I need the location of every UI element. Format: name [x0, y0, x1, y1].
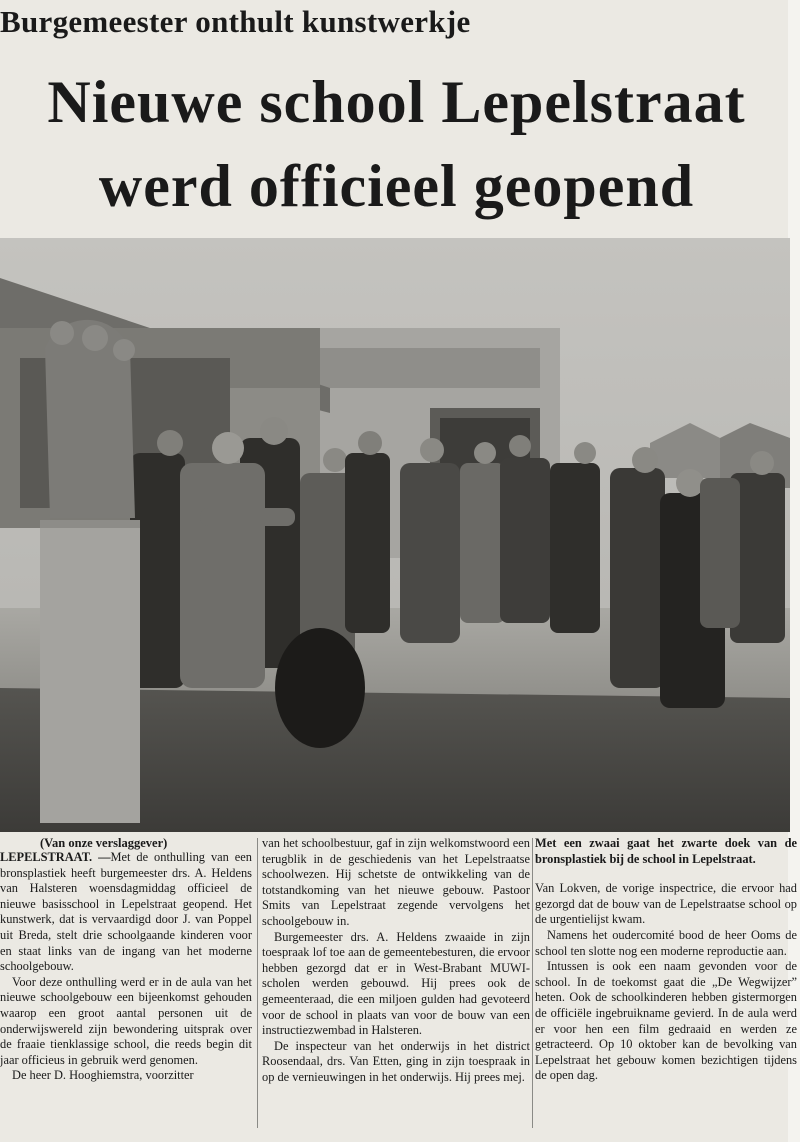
news-photo — [0, 238, 790, 832]
column-3-paragraph-1: Van Lokven, de vorige inspectrice, die ervoor had gezorgd dat de bouw van de Lepelstraatse school op de urgentielijst kwam. — [535, 881, 797, 927]
column-1-text-1: Met de onthulling van een bronsplastiek heeft burgemeester drs. A. Heldens van Halsteren woensdagmiddag officieel de nieuwe basisschool in Lepelstraat geopend. Het kunstwerk, dat is vervaardigd door J. van Poppel uit Breda, stelt drie schoolgaande kinderen voor en staat links van de ingang van het moderne schoolgebouw. — [0, 850, 252, 974]
article-column-3 — [535, 836, 797, 1084]
black-cloth — [275, 628, 365, 748]
column-1-paragraph-2: Voor deze onthulling werd er in de aula van het nieuwe schoolgebouw een bijeenkomst gehouden waarop een groot aantal personen uit de onderwijswereld zijn bewondering uitsprak over de fraaie tienklassige school, die reeds begin dit jaar officieus in gebruik werd genomen. — [0, 974, 252, 1067]
byline: (Van onze verslaggever) — [40, 836, 168, 850]
bronze-sculpture — [40, 320, 140, 823]
photo-caption: Met een zwaai gaat het zwarte doek van de bronsplastiek bij de school in Lepelstraat. — [535, 836, 797, 866]
column-1-paragraph-3: De heer D. Hooghiemstra, voorzitter — [12, 1068, 194, 1083]
dateline: LEPELSTRAAT. — — [0, 850, 111, 864]
column-divider-2 — [532, 838, 533, 1128]
column-2-paragraph-2: Burgemeester drs. A. Heldens zwaaide in zijn toespraak lof toe aan de gemeentebesturen, die ervoor hebben gezorgd dat er in West-Brabant MUWI-scholen werden gebouwd. Hij prees ook de gemeenteraad, die een miljoen gulden had gevoteerd voor de school in plaats van voor de bouw van een instructiezwembad in Halsteren. — [262, 929, 530, 1038]
column-3-paragraph-3: Intussen is ook een naam gevonden voor de school. In de toekomst gaat die „De Wegwijzer” heten. Ook de schoolkinderen hebben gistermorgen de officiële ingebruikname gevierd. In de aula werd er voor hen een film gedraaid en werden ze getracteerd. Op 10 oktober kan de bevolking van Lepelstraat het gebouw komen bezichtigen tijdens de open dag. — [535, 959, 797, 1083]
article-column-2 — [262, 836, 530, 1086]
column-divider-1 — [257, 838, 258, 1128]
column-2-paragraph-1: van het schoolbestuur, gaf in zijn welkomstwoord een terugblik in de geschiedenis van het Lepelstraatse schoolwezen. Hij schetste de ontwikkeling van de totstandkoming van het nieuwe gebouw. Pastoor Smits van Lepelstraat zegende vervolgens het schoolgebouw in. — [262, 836, 530, 928]
headline-line-1: Nieuwe school Lepelstraat — [47, 69, 746, 135]
column-1-paragraph-1 — [0, 850, 252, 975]
headline-line-2: werd officieel geopend — [98, 153, 695, 219]
article-column-1 — [0, 850, 252, 1084]
photo-illustration — [0, 238, 790, 832]
column-2-paragraph-3: De inspecteur van het onderwijs in het district Roosendaal, drs. Van Etten, ging in zijn toespraak in op de vernieuwingen in het onderwijs. Hij prees mej. — [262, 1038, 530, 1084]
column-3-paragraph-2: Namens het oudercomité bood de heer Ooms de school ten slotte nog een moderne reproductie aan. — [535, 927, 797, 958]
kicker-headline: Burgemeester onthult kunstwerkje — [0, 4, 471, 39]
main-headline — [0, 60, 793, 228]
